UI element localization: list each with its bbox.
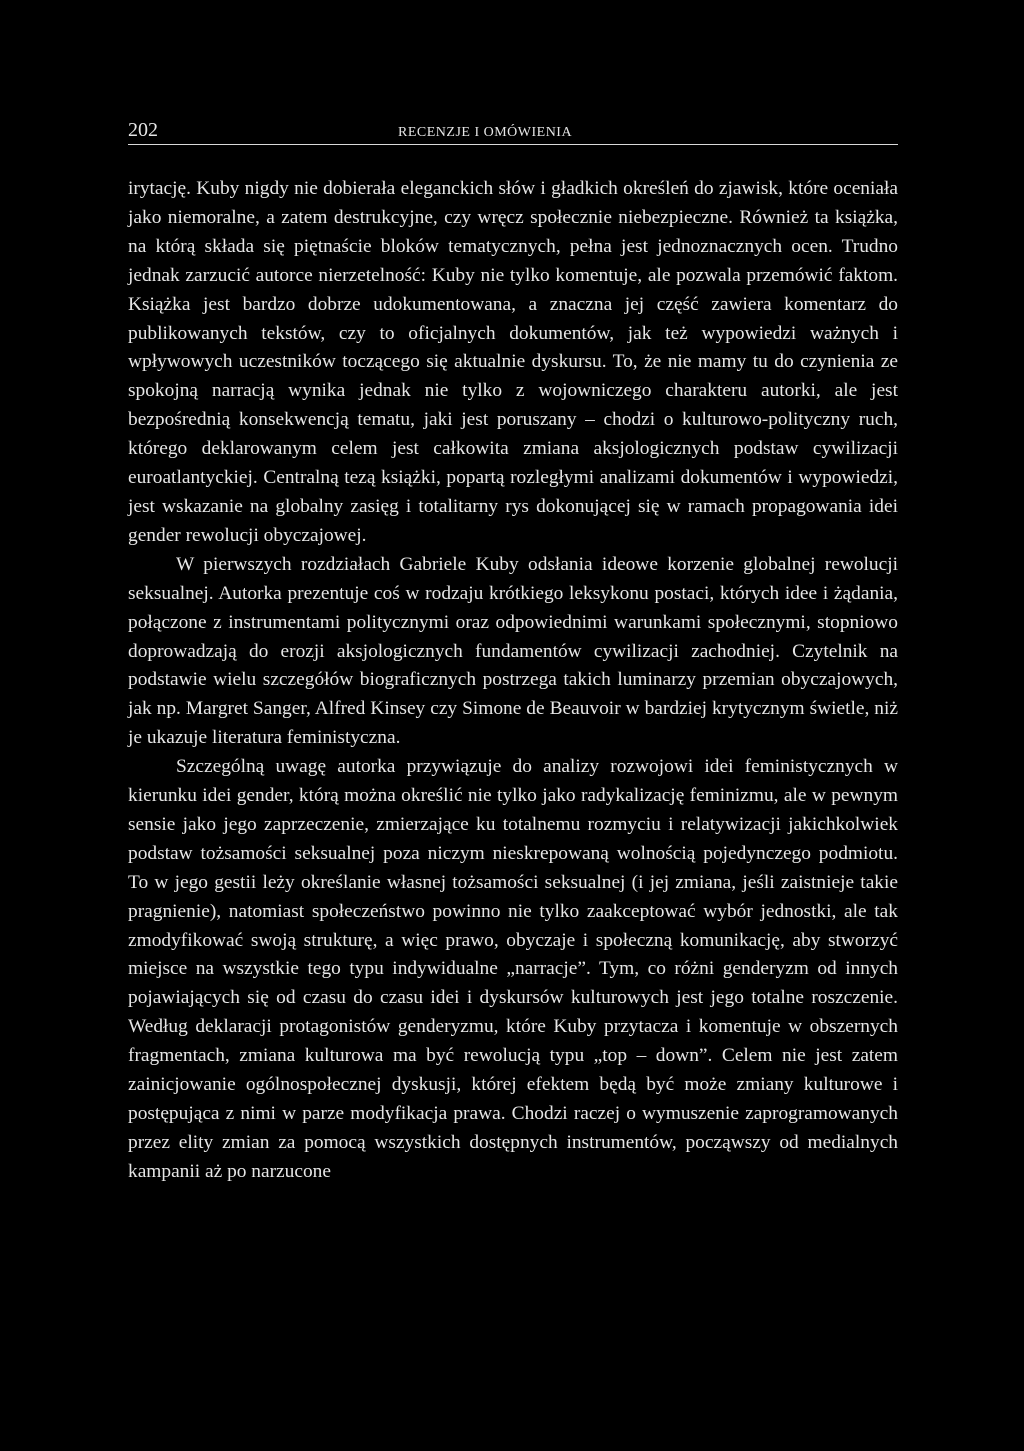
- page-number: 202: [128, 119, 158, 141]
- running-head: RECENZJE I OMÓWIENIA: [398, 125, 573, 140]
- page-header: [128, 118, 898, 145]
- paragraph-continuation: irytację. Kuby nigdy nie dobierała eleganckich słów i gładkich określeń do zjawisk, które oceniała jako niemoralne, a zatem destrukcyjne, czy wręcz społecznie niebezpieczne. Również ta książka, na którą składa się piętnaście bloków tematycznych, pełna jest jednoznacznych ocen. Trudno jednak zarzucić autorce nierzetelność: Kuby nie tylko komentuje, ale pozwala przemówić faktom. Książka jest bardzo dobrze udokumentowana, a znaczna jej część zawiera komentarz do publikowanych tekstów, czy to oficjalnych dokumentów, jak też wypowiedzi ważnych i wpływowych uczestników toczącego się aktualnie dyskursu. To, że nie mamy tu do czynienia ze spokojną narracją wynika jednak nie tylko z wojowniczego charakteru autorki, ale jest bezpośrednią konsekwencją tematu, jaki jest poruszany – chodzi o kulturowo-polityczny ruch, którego deklarowanym celem jest całkowita zmiana aksjologicznych podstaw cywilizacji euroatlantyckiej. Centralną tezą książki, popartą rozległymi analizami dokumentów i wypowiedzi, jest wskazanie na globalny zasięg i totalitarny rys dokonującej się w ramach propagowania idei gender rewolucji obyczajowej.: [128, 178, 898, 546]
- document-page: [128, 118, 898, 1187]
- body-text: [128, 175, 898, 1187]
- paragraph: W pierwszych rozdziałach Gabriele Kuby odsłania ideowe korzenie globalnej rewolucji seksualnej. Autorka prezentuje coś w rodzaju krótkiego leksykonu postaci, których idee i żądania, połączone z instrumentami politycznymi oraz odpowiednimi warunkami społecznymi, stopniowo doprowadzają do erozji aksjologicznych fundamentów cywilizacji zachodniej. Czytelnik na podstawie wielu szczegółów biograficznych postrzega takich luminarzy przemian obyczajowych, jak np. Margret Sanger, Alfred Kinsey czy Simone de Beauvoir w bardziej krytycznym świetle, niż je ukazuje literatura feministyczna.: [128, 553, 898, 749]
- paragraph: Szczególną uwagę autorka przywiązuje do analizy rozwojowi idei feministycznych w kierunku idei gender, którą można określić nie tylko jako radykalizację feminizmu, ale w pewnym sensie jako jego zaprzeczenie, zmierzające ku totalnemu rozmyciu i relatywizacji jakichkolwiek podstaw tożsamości seksualnej poza niczym nieskrepowaną wolnością pojedynczego podmiotu. To w jego gestii leży określanie własnej tożsamości seksualnej (i jej zmiana, jeśli zaistnieje takie pragnienie), natomiast społeczeństwo powinno nie tylko zaakceptować wybór jednostki, ale tak zmodyfikować swoją strukturę, a więc prawo, obyczaje i społeczną komunikację, aby stworzyć miejsce na wszystkie tego typu indywidualne „narracje”. Tym, co różni genderyzm od innych pojawiających się od czasu do czasu idei i dyskursów kulturowych jest jego totalne roszczenie. Według deklaracji protagonistów genderyzmu, które Kuby przytacza i komentuje w obszernych fragmentach, zmiana kulturowa ma być rewolucją typu „top – down”. Celem nie jest zatem zainicjowanie ogólnospołecznej dyskusji, której efektem będą być może zmiany kulturowe i postępująca z nimi w parze modyfikacja prawa. Chodzi raczej o wymuszenie zaprogramowanych przez elity zmian za pomocą wszystkich dostępnych instrumentów, począwszy od medialnych kampanii aż po narzucone: [128, 756, 898, 1182]
